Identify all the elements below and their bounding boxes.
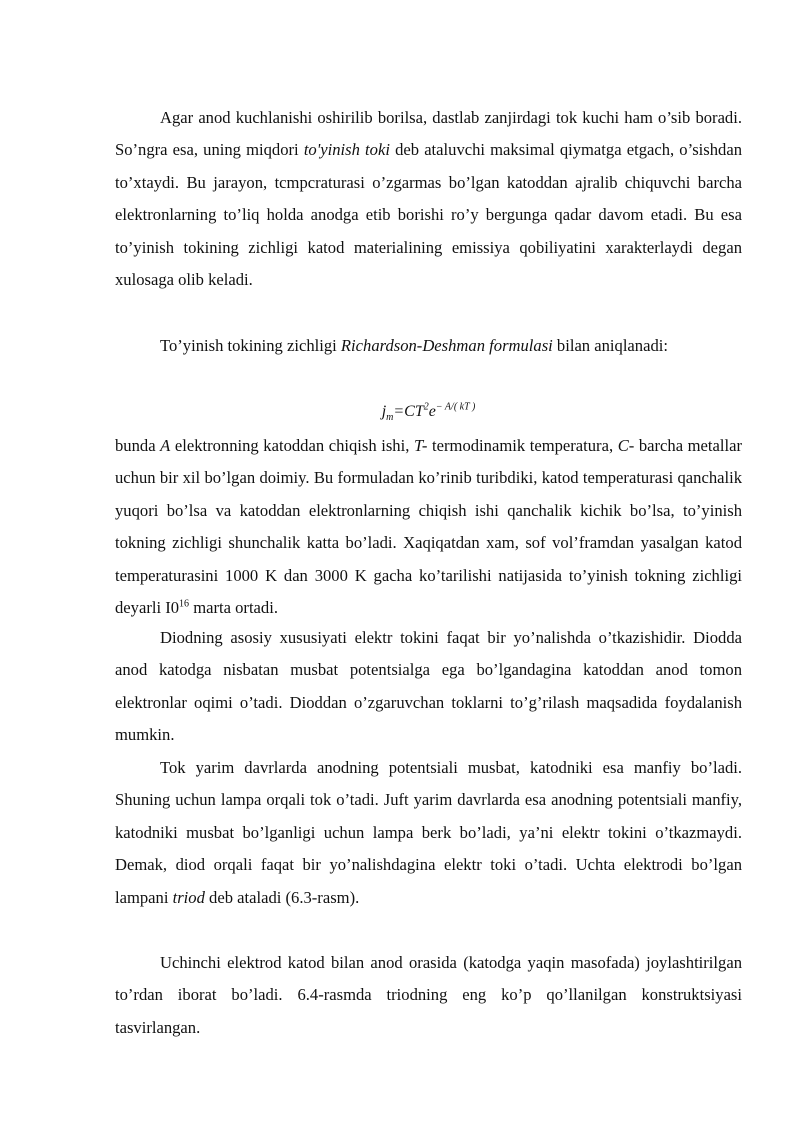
richardson-formula [115,394,742,430]
text-run: marta ortadi. [189,598,278,618]
text-run: To’yinish tokining zichligi [160,336,341,355]
text-run: deb ataladi (6.3-rasm). [204,887,360,907]
term-richardson-formula: Richardson-Deshman formulasi [340,336,553,355]
text-run: elektronning katoddan chiqish ishi, [170,436,414,455]
power-16: 16 [179,598,190,610]
term-saturation-current: to'yinish toki [303,140,390,160]
symbol-c: C- [617,436,635,455]
symbol-a: A [160,436,171,455]
formula-e: e [428,403,436,420]
paragraph-formula-explanation [115,430,742,624]
text-run: termodinamik temperatura, [427,436,618,455]
text-run: deb ataluvchi maksimal qiymatga etgach, o’sishdan to’xtaydi. Bu jarayon, tcmpcraturasi o’zgarmas bo’lgan katoddan ajralib chiquvchi barcha elektronlarning to’liq holda anodga etib borishi ro’y bergunga qadar davom etadi. Bu esa to’yinish tokining zichligi katod materialining emissiya qobiliyatini xarakterlaydi degan xulosaga olib keladi. [115,140,742,290]
text-run: barcha metallar uchun bir xil bo’lgan doimiy. Bu formuladan ko’rinib turibdiki, katod temperaturasi qanchalik yuqori bo’lsa va katoddan elektronlarning chiqish ishi qanchalik kichik bo’lsa, to’yinish tokning zichligi shunchalik katta bo’ladi. Xaqiqatdan xam, sof vol’framdan yasalgan katod temperaturasini 1000 K dan 3000 K gacha ko’tarilishi natijasida to’yinish tokning zichligi deyarli I0 [115,436,743,618]
formula-exponent: − A/( kT ) [435,401,476,413]
term-triod: triod [172,887,205,907]
paragraph-saturation-current [115,102,742,296]
formula-j: j [381,403,387,420]
paragraph-richardson-intro [115,330,742,362]
formula-subscript: m [386,412,394,424]
symbol-t: T- [413,436,428,455]
formula-ct: =CT [393,403,424,420]
text-run: Tok yarim davrlarda anodning potentsiali musbat, katodniki esa manfiy bo’ladi. Shuning uchun lampa orqali tok o’tadi. Juft yarim davrlarda esa anodning potentsiali manfiy, katodniki musbat bo’lganligi uchun lampa berk bo’ladi, ya’ni elektr tokini o’tkazmaydi. Demak, diod orqali faqat bir yo’nalishdagina elektr toki o’tadi. Uchta elektrodi bo’lgan lampani [115,758,742,907]
text-run: Agar anod kuchlanishi oshirilib borilsa, dastlab zanjirdagi tok kuchi ham o’sib boradi. So’ngra esa, uning miqdori [115,108,742,160]
formula-exponent-2: 2 [423,401,429,413]
text-run: bilan aniqlanadi: [552,336,668,355]
text-run: bunda [115,436,161,455]
paragraph-diode-property: Diodning asosiy xususiyati elektr tokini faqat bir yo’nalishda o’tkazishidir. Diodda anod katodga nisbatan musbat potentsialga ega bo’lgandagina katoddan anod tomon elektronlar oqimi o’tadi. Dioddan o’zgaruvchan toklarni to’g’rilash maqsadida foydalanish mumkin. [115,628,742,745]
paragraph-third-electrode: Uchinchi elektrod katod bilan anod orasida (katodga yaqin masofada) joylashtirilgan to’rdan iborat bo’ladi. 6.4-rasmda triodning eng ko’p qo’llanilgan konstruktsiyasi tasvirlangan. [115,953,742,1037]
paragraph-half-cycles [115,752,742,914]
